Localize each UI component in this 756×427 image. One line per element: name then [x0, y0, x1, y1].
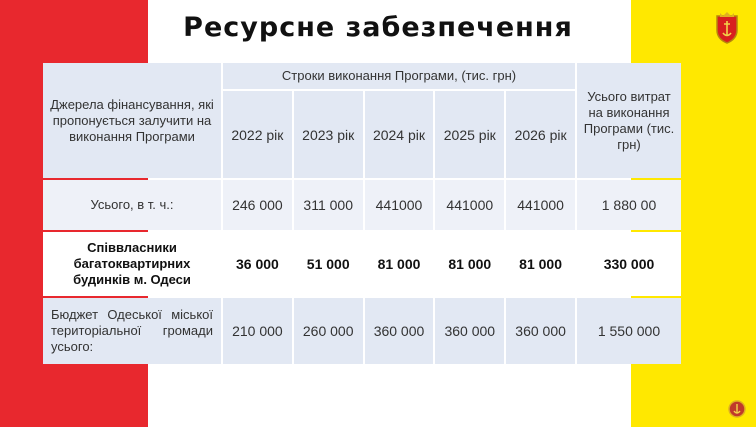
table-cell: 441000 — [435, 180, 504, 230]
table-row — [43, 298, 681, 364]
row-total-cell: 1 880 00 — [577, 180, 681, 230]
header-row-1 — [43, 63, 681, 89]
table-cell: 441000 — [506, 180, 575, 230]
table-cell: 360 000 — [435, 298, 504, 364]
year-header-2026: 2026 рік — [506, 91, 575, 178]
row-total-cell: 330 000 — [577, 232, 681, 296]
slide-title: Ресурсне забезпечення — [183, 12, 573, 43]
source-header-cell: Джерела фінансування, які пропонується залучити на виконання Програми — [43, 63, 221, 178]
table-row — [43, 232, 681, 296]
table-cell: 81 000 — [435, 232, 504, 296]
table-cell: 210 000 — [223, 298, 292, 364]
table-cell: 360 000 — [365, 298, 434, 364]
year-header-2022: 2022 рік — [223, 91, 292, 178]
table-cell: 246 000 — [223, 180, 292, 230]
table-cell: 51 000 — [294, 232, 363, 296]
channel-logo-icon — [728, 400, 746, 418]
row-total-cell: 1 550 000 — [577, 298, 681, 364]
table-cell: 441000 — [365, 180, 434, 230]
row-label: Співвласники багатоквартирних будинків м. Одеси — [43, 232, 221, 296]
table-cell: 260 000 — [294, 298, 363, 364]
table-row — [43, 180, 681, 230]
resource-table — [41, 61, 683, 366]
year-header-2025: 2025 рік — [435, 91, 504, 178]
row-label: Усього, в т. ч.: — [43, 180, 221, 230]
table-cell: 81 000 — [506, 232, 575, 296]
table-cell: 36 000 — [223, 232, 292, 296]
period-header-cell: Строки виконання Програми, (тис. грн) — [223, 63, 575, 89]
odesa-coat-of-arms-icon — [714, 12, 740, 44]
year-header-2024: 2024 рік — [365, 91, 434, 178]
table-cell: 360 000 — [506, 298, 575, 364]
row-label: Бюджет Одеської міської територіальної громади усього: — [43, 298, 221, 364]
year-header-2023: 2023 рік — [294, 91, 363, 178]
total-header-cell: Усього витрат на виконання Програми (тис. грн) — [577, 63, 681, 178]
table-cell: 311 000 — [294, 180, 363, 230]
table-cell: 81 000 — [365, 232, 434, 296]
